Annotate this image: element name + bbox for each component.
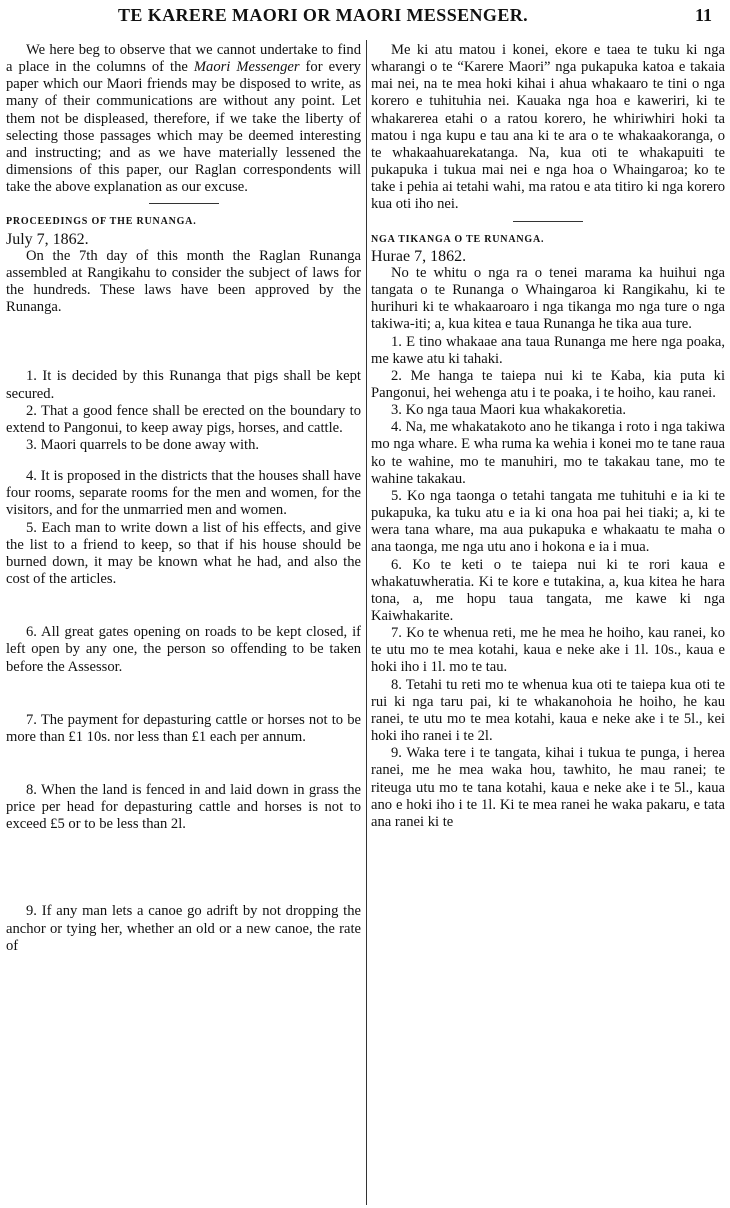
section-heading-maori: NGA TIKANGA O TE RUNANGA.	[371, 233, 545, 245]
law-item-maori: 3. Ko nga taua Maori kua whakakoretia.	[391, 402, 627, 419]
dateline-maori: Hurae 7, 1862.	[371, 247, 467, 265]
section-rule	[513, 221, 583, 222]
page-header	[0, 0, 730, 36]
maori-column	[371, 42, 725, 1202]
law-item-maori: 1. E tino whakaae ana taua Runanga me here nga poaka, me kawe atu ki tahaki.	[371, 333, 725, 367]
law-item-maori: 2. Me hanga te taiepa nui ki te Kaba, kia puta ki Pangonui, hei wehenga atu i te poaka, i te hoiho, kau ranei.	[371, 367, 725, 401]
editorial-note-text: We here beg to observe that we cannot undertake to find a place in the columns of the	[6, 42, 361, 76]
law-item-english: 8. When the land is fenced in and laid down in grass the price per head for depasturing cattle and horses is not to exceed £5 or to be less than 2l.	[6, 782, 361, 833]
law-item-maori: 9. Waka tere i te tangata, kihai i tukua te punga, i herea ranei, me he mea waka hou, tawhito, he mau ranei; te riteuga utu mo te tana kotahi, kaua e neke ake i te 5l., kaua ano e hoki iho i te 1l. Ki te mea ranei he waka pakaru, e tata ana ranei ki te	[371, 745, 725, 830]
newspaper-title-italic: Maori Messenger	[193, 59, 300, 76]
law-item-english: 5. Each man to write down a list of his effects, and give the list to a friend to keep, so that if his house should be burned down, it may be known what he had, and also the cost of the articles.	[6, 519, 361, 588]
law-item-english: 2. That a good fence shall be erected on the boundary to extend to Pangonui, to keep away pigs, horses, and cattle.	[6, 402, 361, 436]
opening-paragraph-english: On the 7th day of this month the Raglan Runanga assembled at Rangikahu to consider the subject of laws for the hundreds. These laws have been approved by the Runanga.	[6, 247, 361, 316]
law-item-maori: 5. Ko nga taonga o tetahi tangata me tuhituhi e ia ki te pukapuka, ka tuku atu e ia ki ona hoa pai hei tiaki; a, ki te wera tana whare, ma aua pukapuka e whakaatu te maha o ana taonga, me nga utu ano i hokona e ia i mua.	[371, 487, 725, 556]
column-divider	[366, 40, 367, 1205]
law-item-english: 1. It is decided by this Runanga that pigs shall be kept secured.	[6, 368, 361, 402]
page-number: 11	[694, 5, 712, 25]
english-column	[6, 42, 361, 1202]
section-rule	[149, 203, 219, 204]
law-item-english: 6. All great gates opening on roads to be kept closed, if left open by any one, the person so offending to be taken before the Assessor.	[6, 624, 361, 675]
section-heading-english: PROCEEDINGS OF THE RUNANGA.	[6, 216, 197, 228]
law-item-maori: 8. Tetahi tu reti mo te whenua kua oti te taiepa kua oti te rui ki nga taru pai, ki te whakanohoia he hoiho, he kau ranei, te utu mo te mea kotahi, kaua e neke ake i te 5l., kei hoki iho ranei i te 2l.	[371, 676, 725, 745]
law-item-maori: 7. Ko te whenua reti, me he mea he hoiho, kau ranei, ko te utu mo te mea kotahi, kaua e neke ake i 1l. 10s., kaua e hoki iho i 1l. mo te tau.	[371, 625, 725, 676]
opening-paragraph-maori: No te whitu o nga ra o tenei marama ka huihui nga tangata o te Runanga o Whaingaroa ki Rangikahu, ki te hurihuri ki te whakaaroaro i nga tikanga mo nga ture o nga takiwa-iti; a, kua kitea e taua Runanga he tika aua ture.	[371, 264, 725, 333]
editorial-note-maori: Me ki atu matou i konei, ekore e taea te tuku ki nga wharangi o te “Karere Maori” nga pukapuka katoa e takaia mai nei, na te mea hoki kihai i ahua whakaaro te tini o nga korero e tuhituhia nei. Kauaka nga hoa e kaweriri, ki te whakarerea etahi o a ratou korero, he whiriwhiri hoki ta matou i nga kupu e tau ana ki te ara o te whakaakoranga, o te whakaahuarekatanga. Na, kua oti te whakapuiti te pukapuka i tukua mai nei e nga hoa o Whaingaroa; ko te take i pehia ai tetahi wahi, ma ratou e ata titiro ki nga korero kua oti iho nei.	[371, 42, 725, 213]
dateline-english: July 7, 1862.	[6, 230, 89, 248]
law-item-maori: 4. Na, me whakatakoto ano he tikanga i roto i nga takiwa mo nga whare. E wha ruma ka wehia i konei mo te tane raua ko te wahine, mo te manuhiri, mo te takakau tane, mo te wahine takakau.	[371, 419, 725, 487]
running-head: TE KARERE MAORI OR MAORI MESSENGER.	[118, 5, 529, 25]
law-item-english: 9. If any man lets a canoe go adrift by not dropping the anchor or tying her, whether an old or a new canoe, the rate of	[6, 903, 361, 954]
law-item-english: 4. It is proposed in the districts that the houses shall have four rooms, separate rooms for the men and women, for the visitors, and for the unmarried men and women.	[6, 468, 361, 519]
law-item-maori: 6. Ko te keti o te taiepa nui ki te rori kaua e whakatuwheratia. Ki te kore e tutakina, a, kua kitea he hara tona, a, me hopu taua tangata, me kawe ki nga Kaiwhakarite.	[371, 556, 725, 624]
law-item-english: 7. The payment for depasturing cattle or horses not to be more than £1 10s. nor less than £1 each per annum.	[6, 711, 361, 745]
law-item-english: 3. Maori quarrels to be done away with.	[26, 436, 260, 453]
editorial-note-text-cont: for every paper which our Maori friends may be disposed to write, as many of their communications are without any point. Let them not be displeased, therefore, if we take the liberty of selecting those passages which may be deemed interesting and instructing; and as we have materially lessened the dimensions of this paper, our Raglan correspondents will take the above explanation as our excuse.	[6, 59, 361, 196]
editorial-note-english	[6, 42, 361, 196]
